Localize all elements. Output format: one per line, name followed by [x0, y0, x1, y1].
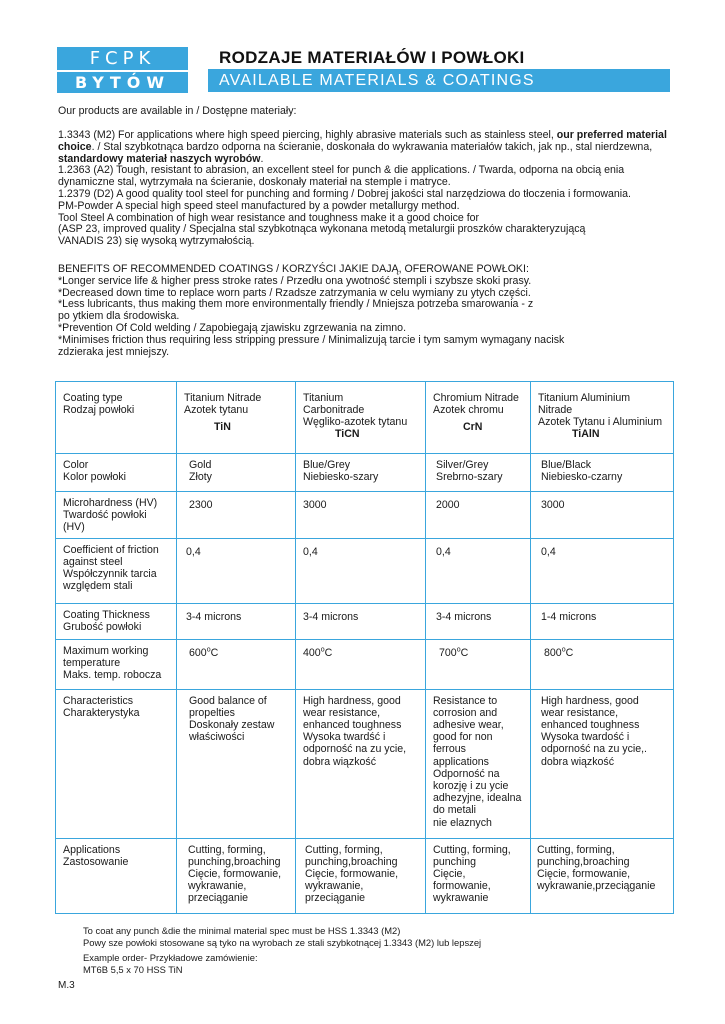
- table-cell: 3-4 microns: [296, 603, 426, 639]
- benefits-heading: BENEFITS OF RECOMMENDED COATINGS / KORZYŚCI JAKIE DAJĄ, OFEROWANE POWŁOKI:: [58, 263, 529, 275]
- temp-value: 800: [544, 646, 562, 659]
- table-cell: 2000: [426, 492, 531, 539]
- temp-value: 700: [439, 646, 457, 659]
- cell-tialn: [531, 382, 674, 454]
- cell-ticn: [296, 382, 426, 454]
- row-label: Microhardness (HV) Twardość powłoki (HV): [56, 492, 177, 539]
- material-a2: 1.2363 (A2) Tough, resistant to abrasion, an excellent steel for punch & die applications. / Twarda, odporna na obcią enia dynamiczne stal, wytrzymała na ścieranie, doskonały materiał na stemple i matryce.: [58, 164, 625, 189]
- table-row-thickness: [56, 603, 674, 639]
- table-cell: High hardness, good wear resistance, enhanced toughness Wysoka twardść i odporność na zu ycie, dobra wiązkość: [296, 689, 426, 838]
- example-order-code: MT6B 5,5 x 70 HSS TiN: [83, 964, 183, 975]
- table-cell: 3000: [296, 492, 426, 539]
- temp-unit: C: [460, 646, 469, 659]
- intro-text: Our products are available in / Dostępne materiały:: [58, 105, 297, 117]
- row-label: Characteristics Charakterystyka: [56, 689, 177, 838]
- row-label: Applications Zastosowanie: [56, 838, 177, 913]
- table-cell: [177, 639, 296, 689]
- material-m2-period: .: [260, 152, 264, 165]
- table-cell: 0,4: [177, 538, 296, 603]
- example-order-label: Example order- Przykładowe zamówienie:: [83, 952, 258, 963]
- row-label: Color Kolor powłoki: [56, 454, 177, 492]
- row-label: Maximum working temperature Maks. temp. robocza: [56, 639, 177, 689]
- cell-crn: [426, 382, 531, 454]
- material-pm-powder: PM-Powder A special high speed steel manufactured by a powder metallurgy method.: [58, 199, 460, 212]
- cell-text: Titanium Aluminium Nitrade Azotek Tytanu i Aluminium: [538, 392, 663, 429]
- table-cell: 0,4: [426, 538, 531, 603]
- material-tool-steel: Tool Steel A combination of high wear resistance and toughness make it a good choice for: [58, 211, 480, 224]
- table-cell: Cutting, forming, punching Cięcie, formowanie, wykrawanie: [426, 838, 531, 913]
- benefits-section: [58, 264, 670, 358]
- temp-value: 600: [189, 646, 207, 659]
- table-cell: [296, 639, 426, 689]
- benefit-item: *Longer service life & higher press stroke rates / Przedłu ona ywotność stempli i szybsze skoki prasy.: [58, 274, 532, 287]
- table-cell: Blue/Grey Niebiesko-szary: [296, 454, 426, 492]
- material-m2-preferred: our preferred: [556, 129, 624, 141]
- page-title-pl: RODZAJE MATERIAŁÓW I POWŁOKI: [219, 48, 525, 67]
- table-cell: 3000: [531, 492, 674, 539]
- benefit-item-cont: po ytkiem dla środowiska.: [58, 310, 180, 323]
- cell-tin: [177, 382, 296, 454]
- coating-code: CrN: [463, 421, 483, 434]
- table-cell: 0,4: [531, 538, 674, 603]
- table-cell: Blue/Black Niebiesko-czarny: [531, 454, 674, 492]
- table-row-coating-type: [56, 382, 674, 454]
- table-row-color: [56, 454, 674, 492]
- benefit-item: *Less lubricants, thus making them more environmentally friendly / Mniejsza potrzeba smarowania - z: [58, 298, 534, 311]
- degree-symbol: o: [206, 646, 211, 654]
- company-logo: [57, 47, 188, 93]
- table-cell: Cutting, forming, punching,broaching Cięcie, formowanie, wykrawanie, przeciąganie: [177, 838, 296, 913]
- materials-section: [58, 130, 670, 248]
- table-row-temperature: [56, 639, 674, 689]
- temp-value: 400: [303, 646, 321, 659]
- table-cell: 0,4: [296, 538, 426, 603]
- material-m2-text-a: 1.3343 (M2) For applications where high speed piercing, highly abrasive materials such as stainless steel,: [58, 129, 554, 141]
- table-cell: Good balance of propelties Doskonały zestaw właściwości: [177, 689, 296, 838]
- material-d2: 1.2379 (D2) A good quality tool steel for punching and forming / Dobrej jakości stal narzędziowa do tłoczenia i formowania.: [58, 187, 631, 200]
- logo-line-1: FCPK: [57, 47, 188, 70]
- coating-code: TiCN: [335, 427, 360, 440]
- table-row-microhardness: [56, 492, 674, 539]
- benefit-item: *Prevention Of Cold welding / Zapobiegają zjawisku zgrzewania na zimno.: [58, 321, 407, 334]
- table-row-characteristics: [56, 689, 674, 838]
- table-cell: Cutting, forming, punching,broaching Cięcie, formowanie, wykrawanie,przeciąganie: [531, 838, 674, 913]
- cell-text: Titanium Carbonitrade Węgliko-azotek tytanu: [303, 392, 408, 429]
- row-label: Coefficient of friction against steel Współczynnik tarcia względem stali: [56, 538, 177, 603]
- temp-unit: C: [324, 646, 333, 659]
- table-cell: [426, 639, 531, 689]
- table-cell: Cutting, forming, punching,broaching Cięcie, formowanie, wykrawanie, przeciąganie: [296, 838, 426, 913]
- material-asp23: (ASP 23, improved quality / Specjalna stal szybkotnąca wykonana metodą metalurgii proszków charakteryzującą: [58, 223, 586, 236]
- table-cell: 3-4 microns: [426, 603, 531, 639]
- table-row-friction: [56, 538, 674, 603]
- logo-line-2: BYTÓW: [57, 72, 188, 93]
- table-cell: Resistance to corrosion and adhesive wear, good for non ferrous applications Odporność na korozję i zu ycie adhezyjne, idealna do metali nie elaznych: [426, 689, 531, 838]
- table-cell: 3-4 microns: [177, 603, 296, 639]
- row-label: Coating Thickness Grubość powłoki: [56, 603, 177, 639]
- temp-unit: C: [210, 646, 219, 659]
- degree-symbol: o: [320, 646, 325, 654]
- material-m2-text-b: . / Stal szybkotnąca bardzo odporna na ścieranie, doskonała do wykrawania materiałów takich, jak np., stal nierdzewna,: [91, 140, 653, 153]
- material-m2-standard: standardowy materiał naszych wyrobów: [58, 152, 261, 165]
- row-label: Coating type Rodzaj powłoki: [56, 382, 177, 454]
- page-number: M.3: [58, 980, 75, 991]
- temp-unit: C: [565, 646, 574, 659]
- benefit-item-cont: zdzieraka jest mniejszy.: [58, 345, 170, 358]
- table-cell: 2300: [177, 492, 296, 539]
- cell-text: Chromium Nitrade Azotek chromu: [433, 392, 519, 417]
- degree-symbol: o: [561, 646, 566, 654]
- table-row-applications: [56, 838, 674, 913]
- coating-code: TiAlN: [572, 427, 600, 440]
- page-title-en: AVAILABLE MATERIALS & COATINGS: [208, 70, 670, 92]
- material-m2-hss: [58, 130, 670, 165]
- footer-note-pl: Powy sze powłoki stosowane są tyko na wyrobach ze stali szybkotnącej 1.3343 (M2) lub lepszej: [83, 937, 482, 948]
- table-cell: [531, 639, 674, 689]
- table-cell: High hardness, good wear resistance, enhanced toughness Wysoka twardość i odporność na zu ycie,. dobra wiązkość: [531, 689, 674, 838]
- degree-symbol: o: [456, 646, 461, 654]
- footer-note-en: To coat any punch &die the minimal material spec must be HSS 1.3343 (M2): [83, 925, 401, 936]
- coatings-table: [55, 381, 674, 914]
- coating-code: TiN: [214, 421, 231, 434]
- table-cell: 1-4 microns: [531, 603, 674, 639]
- cell-text: Titanium Nitrade Azotek tytanu: [184, 392, 262, 417]
- benefit-item: *Minimises friction thus requiring less stripping pressure / Minimalizują tarcie i tym samym wymagany nacisk: [58, 333, 565, 346]
- benefit-item: *Decreased down time to replace worn parts / Rzadsze zatrzymania w celu wymiany zu ytych części.: [58, 286, 531, 299]
- table-cell: Gold Złoty: [177, 454, 296, 492]
- material-m2-choice: material choice: [58, 129, 667, 153]
- table-cell: Silver/Grey Srebrno-szary: [426, 454, 531, 492]
- material-vanadis: VANADIS 23) się wysoką wytrzymałością.: [58, 235, 255, 248]
